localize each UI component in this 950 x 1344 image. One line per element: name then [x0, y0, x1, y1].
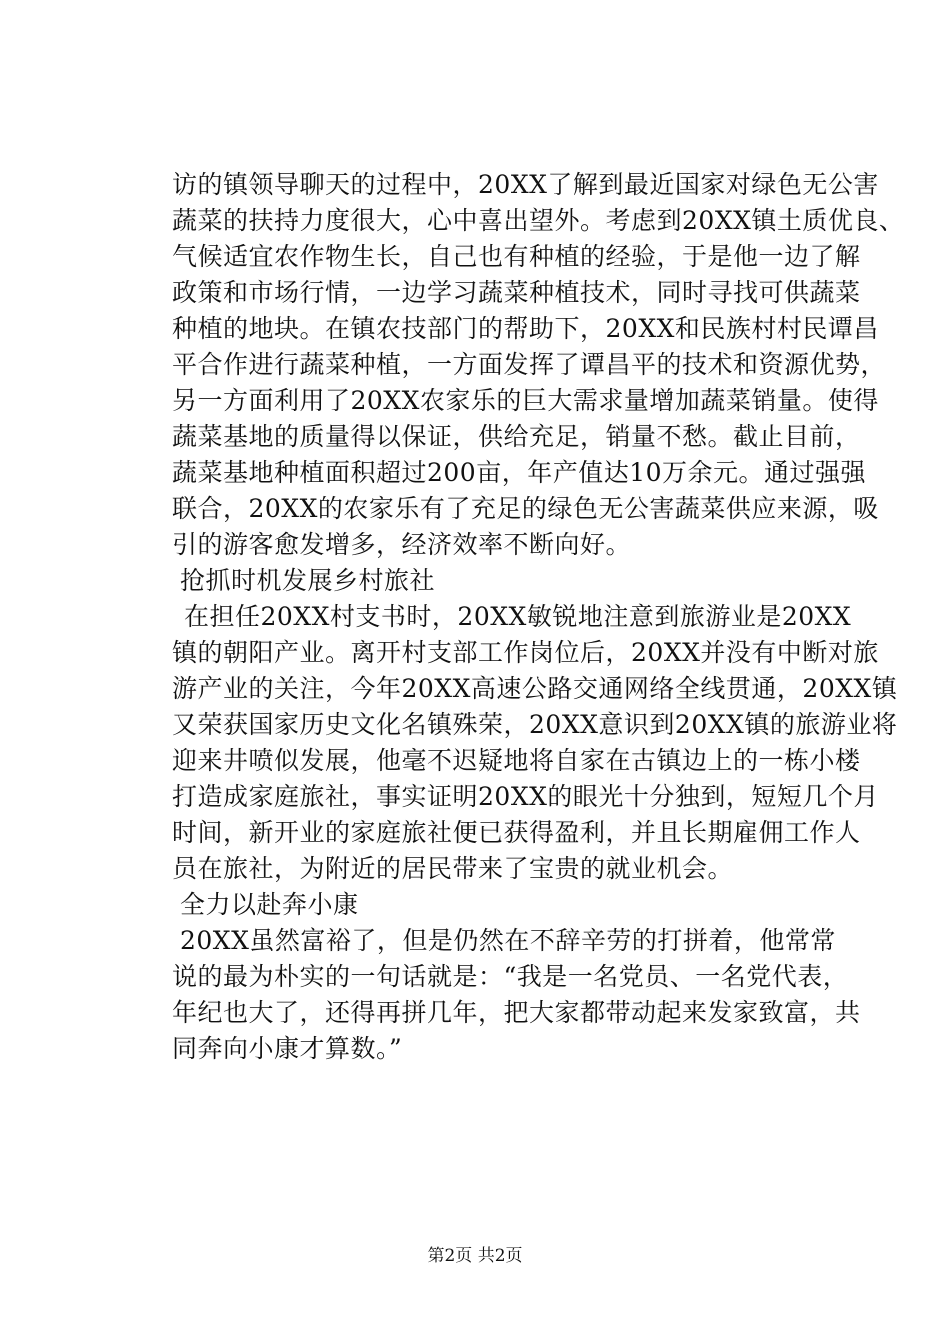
body-text-line: 打造成家庭旅社，事实证明20XX的眼光十分独到，短短几个月	[172, 782, 879, 811]
body-text-line: 蔬菜的扶持力度很大，心中喜出望外。考虑到20XX镇土质优良、	[172, 206, 905, 235]
section-heading: 全力以赴奔小康	[180, 890, 359, 919]
body-text-line: 说的最为朴实的一句话就是：“我是一名党员、一名党代表，	[172, 962, 849, 991]
body-text-line: 蔬菜基地的质量得以保证，供给充足，销量不愁。截止目前，	[172, 422, 861, 451]
body-text-line: 又荣获国家历史文化名镇殊荣，20XX意识到20XX镇的旅游业将	[172, 710, 898, 739]
body-text-line: 访的镇领导聊天的过程中，20XX了解到最近国家对绿色无公害	[172, 170, 879, 199]
body-text-line: 另一方面利用了20XX农家乐的巨大需求量增加蔬菜销量。使得	[172, 386, 879, 415]
body-text-line: 时间，新开业的家庭旅社便已获得盈利，并且长期雇佣工作人	[172, 818, 861, 847]
body-text-line: 员在旅社，为附近的居民带来了宝贵的就业机会。	[172, 854, 734, 883]
body-text-line: 平合作进行蔬菜种植，一方面发挥了谭昌平的技术和资源优势，	[172, 350, 887, 379]
body-text-line: 迎来井喷似发展，他毫不迟疑地将自家在古镇边上的一栋小楼	[172, 746, 861, 775]
body-text-line: 20XX虽然富裕了，但是仍然在不辞辛劳的打拼着，他常常	[180, 926, 836, 955]
body-text-line: 在担任20XX村支书时，20XX敏锐地注意到旅游业是20XX	[184, 602, 852, 631]
body-text-line: 镇的朝阳产业。离开村支部工作岗位后，20XX并没有中断对旅	[172, 638, 879, 667]
page-number-footer: 第2页 共2页	[427, 1246, 523, 1266]
body-text-line: 政策和市场行情，一边学习蔬菜种植技术，同时寻找可供蔬菜	[172, 278, 861, 307]
body-text-line: 蔬菜基地种植面积超过200亩，年产值达10万余元。通过强强	[172, 458, 867, 487]
body-text-line: 同奔向小康才算数。”	[172, 1034, 403, 1063]
section-heading: 抢抓时机发展乡村旅社	[180, 566, 436, 595]
body-text-line: 种植的地块。在镇农技部门的帮助下，20XX和民族村村民谭昌	[172, 314, 879, 343]
body-text-line: 年纪也大了，还得再拼几年，把大家都带动起来发家致富，共	[172, 998, 861, 1027]
body-text-line: 引的游客愈发增多，经济效率不断向好。	[172, 530, 632, 559]
body-text-line: 气候适宜农作物生长，自己也有种植的经验，于是他一边了解	[172, 242, 861, 271]
body-text-line: 联合，20XX的农家乐有了充足的绿色无公害蔬菜供应来源，吸	[172, 494, 879, 523]
body-text-line: 游产业的关注，今年20XX高速公路交通网络全线贯通，20XX镇	[172, 674, 898, 703]
